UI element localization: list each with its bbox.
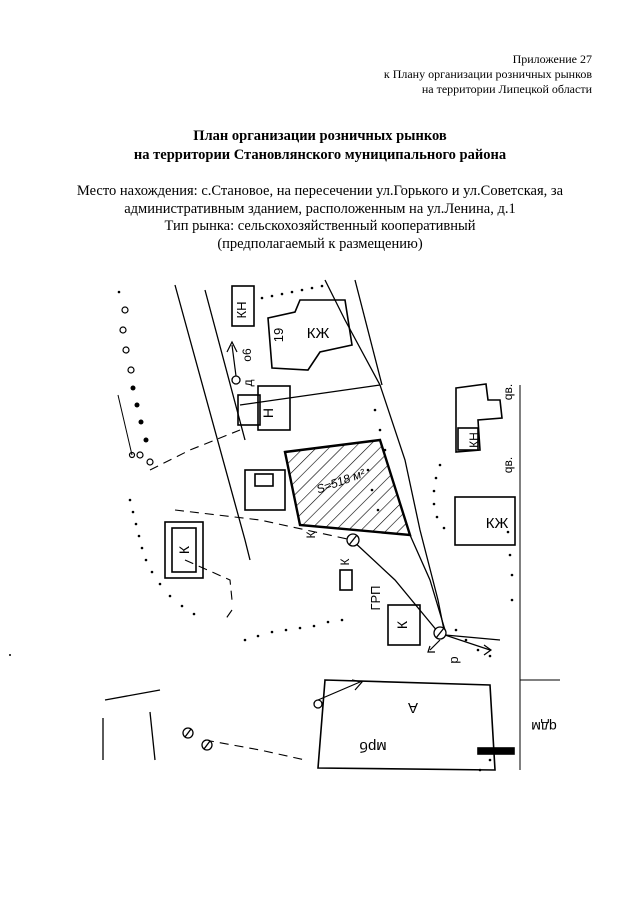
- label-k-small: К: [394, 620, 410, 630]
- title-line-2: на территории Становлянского муниципального района: [133, 147, 507, 163]
- market-site-area: [285, 440, 410, 535]
- label-mrb: мрб: [359, 738, 387, 755]
- placement-note: (предполагаемый к размещению): [217, 235, 423, 252]
- label-k-grp: К: [338, 558, 352, 566]
- title-line-1: План организации розничных рынков: [193, 128, 447, 144]
- label-a: А: [407, 699, 419, 716]
- fence-line: [118, 395, 132, 455]
- label-kn-top: КН: [234, 301, 249, 319]
- appendix-plan-reference: к Плану организации розничных рынков: [383, 67, 592, 81]
- dotted-boundaries: [9, 285, 513, 772]
- label-19: 19: [271, 327, 286, 343]
- location-line-1: Место нахождения: с.Становое, на пересечении ул.Горького и ул.Советская, за: [76, 183, 564, 199]
- label-qv-1: qв.: [501, 383, 515, 401]
- location-line-2: административным зданием, расположенным на ул.Ленина, д.1: [124, 200, 516, 217]
- label-o6: о6: [240, 348, 254, 362]
- market-type: Тип рынка: сельскохозяйственный кооперативный: [164, 218, 476, 234]
- label-grp: ГРП: [368, 585, 383, 611]
- label-kzh-right: КЖ: [485, 515, 509, 532]
- label-k-left: К: [176, 545, 192, 555]
- label-kzh-top: КЖ: [306, 325, 330, 342]
- label-qdm: qдм: [531, 719, 557, 735]
- appendix-number: Приложение 27: [512, 52, 592, 66]
- label-kn-right: КН: [467, 432, 481, 448]
- label-r: р: [446, 656, 461, 664]
- appendix-region: на территории Липецкой области: [421, 82, 592, 96]
- label-n: Н: [260, 407, 276, 419]
- filled-tree-markers: [118, 291, 149, 443]
- label-d: д: [241, 379, 255, 387]
- road-signs: [183, 376, 446, 750]
- label-k-road: К: [304, 531, 318, 539]
- label-qv-2: qв.: [501, 456, 515, 474]
- label-area: S=518 м²: [314, 466, 367, 497]
